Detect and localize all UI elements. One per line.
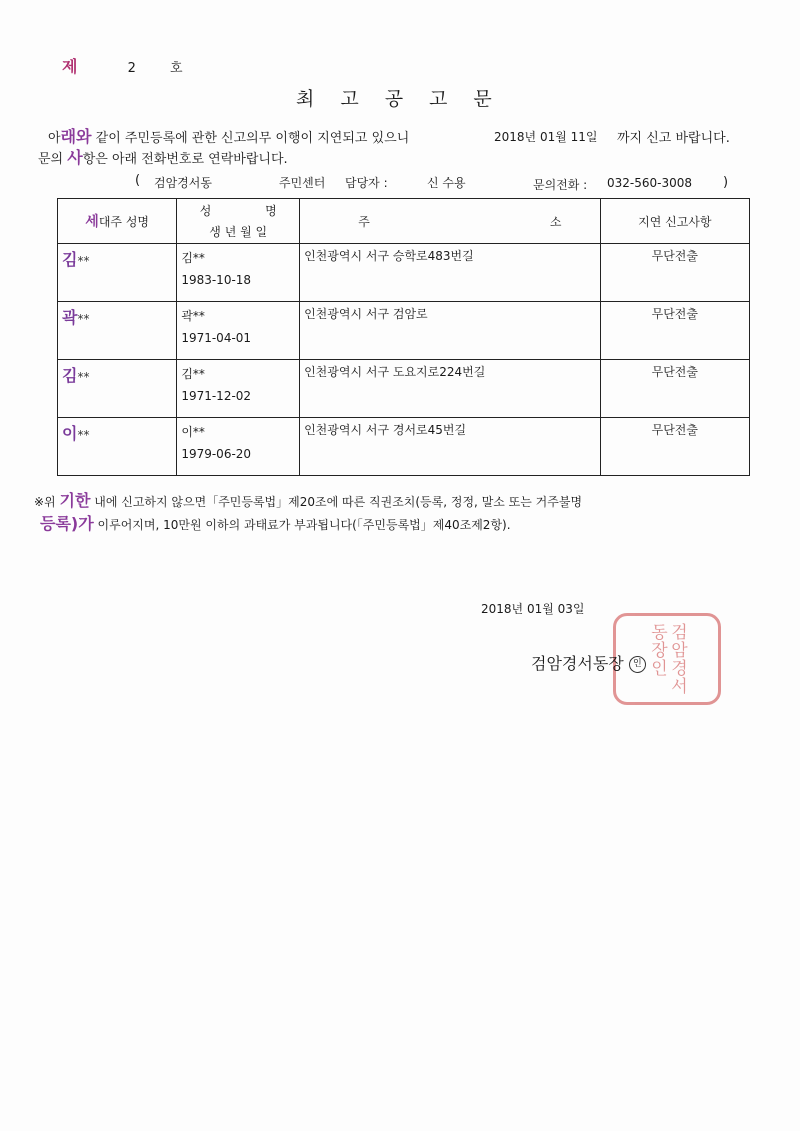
householder-mask: ** [77, 312, 90, 326]
intro2-word-1: 문의 [38, 152, 64, 167]
status-cell: 무단전출 [600, 360, 749, 418]
resident-name: 김** [181, 251, 205, 265]
resident-birth: 1971-04-01 [181, 331, 252, 345]
contact-phone-label: 문의전화 : [533, 178, 588, 192]
resident-name: 곽** [181, 309, 205, 323]
intro2-text: 항은 아래 전화번호로 연락바랍니다. [82, 152, 288, 167]
intro-char-1: 아 [48, 131, 61, 146]
resident-birth: 1983-10-18 [181, 273, 252, 287]
householder-cell [58, 244, 177, 302]
status-cell: 무단전출 [600, 418, 749, 476]
intro-line-2 [38, 145, 288, 168]
doc-number-suffix: 호 [170, 61, 183, 76]
header-householder-a: 세 [85, 214, 99, 230]
intro2-char: 사 [67, 148, 83, 167]
name-birth-cell [177, 244, 300, 302]
header-householder-b: 대주 성명 [98, 215, 150, 229]
deadline-date: 2018년 01월 11일 [494, 130, 598, 144]
name-birth-cell [177, 418, 300, 476]
footnote-text-1: 내에 신고하지 않으면「주민등록법」제20조에 따른 직권조치(등록, 정정, 말소 또는 거주불명 [94, 495, 583, 509]
header-address [300, 199, 601, 244]
contact-open-paren: ( [135, 173, 141, 188]
signatory [531, 651, 646, 674]
contact-manager-name: 신 수용 [427, 176, 466, 190]
householder-name: 이 [62, 424, 78, 443]
footnote-paren: )가 [70, 514, 94, 533]
official-seal: 검암경서 동장인 [613, 613, 721, 705]
table-header-row [58, 199, 750, 244]
status-cell: 무단전출 [600, 244, 749, 302]
contact-close-paren: ) [723, 175, 729, 190]
contact-center: 주민센터 [279, 176, 326, 190]
contact-phone: 032-560-3008 [607, 176, 693, 190]
address-cell: 인천광역시 서구 검암로 [300, 302, 601, 360]
table-row [58, 244, 750, 302]
signatory-name: 검암경서동장 [531, 654, 624, 673]
footnote-text-2: 이루어지며, 10만원 이하의 과태료가 부과됩니다(「주민등록법」제40조제2항). [97, 518, 511, 532]
document-number [62, 54, 183, 77]
table-row [58, 302, 750, 360]
householder-mask: ** [77, 428, 90, 442]
intro-line-1 [48, 124, 409, 147]
header-name-birth [177, 199, 300, 244]
issue-date: 2018년 01월 03일 [481, 602, 585, 616]
seal-mark: 인 [629, 656, 646, 673]
footnote-line-1 [34, 488, 582, 511]
footnote-line-2 [40, 511, 511, 534]
address-cell: 인천광역시 서구 승학로483번길 [300, 244, 601, 302]
intro-char-3: 와 [76, 127, 92, 146]
overdue-residents-table [57, 198, 750, 476]
name-birth-cell [177, 302, 300, 360]
header-householder [58, 199, 177, 244]
deadline-text: 까지 신고 바랍니다. [617, 131, 730, 146]
name-birth-cell [177, 360, 300, 418]
resident-name: 김** [181, 367, 205, 381]
householder-name: 곽 [62, 308, 78, 327]
table-row [58, 418, 750, 476]
householder-mask: ** [77, 370, 90, 384]
householder-mask: ** [77, 254, 90, 268]
table-row [58, 360, 750, 418]
footnote-prefix: ※위 [34, 495, 56, 509]
resident-birth: 1971-12-02 [181, 389, 252, 403]
contact-manager-label: 담당자 : [345, 176, 388, 190]
doc-number-mark: 제 [62, 57, 78, 76]
header-name: 성 명 [199, 204, 277, 218]
address-cell: 인천광역시 서구 경서로45번길 [300, 418, 601, 476]
resident-birth: 1979-06-20 [181, 447, 252, 461]
intro-text-1: 같이 주민등록에 관한 신고의무 이행이 지연되고 있으니 [95, 131, 410, 146]
footnote-registration-word: 등록 [40, 514, 71, 533]
header-address-a: 주 [358, 214, 370, 229]
footnote-deadline-word: 기한 [59, 491, 91, 510]
status-cell: 무단전출 [600, 302, 749, 360]
page-title: 최고공고문 [296, 88, 518, 110]
householder-cell [58, 418, 177, 476]
header-address-b: 소 [549, 214, 562, 229]
address-cell: 인천광역시 서구 도요지로224번길 [300, 360, 601, 418]
householder-cell [58, 360, 177, 418]
doc-number-value: 2 [127, 61, 136, 76]
householder-cell [58, 302, 177, 360]
header-birth: 생 년 월 일 [209, 225, 268, 239]
intro-char-2: 래 [60, 127, 77, 146]
header-status: 지연 신고사항 [600, 199, 749, 244]
resident-name: 이** [181, 425, 205, 439]
householder-name: 김 [62, 366, 78, 385]
householder-name: 김 [62, 250, 78, 269]
contact-office: 검암경서동 [154, 176, 212, 190]
